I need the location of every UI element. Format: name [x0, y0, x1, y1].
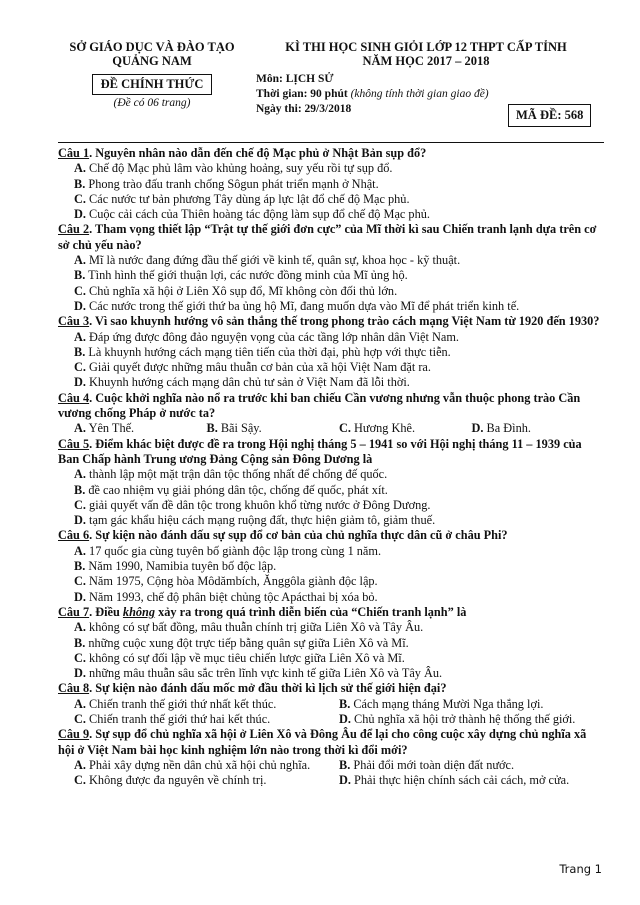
answer-option	[74, 697, 339, 712]
question-text: xảy ra trong quá trình diễn biến của “Chiến tranh lạnh” là	[155, 604, 467, 619]
option-key: D.	[74, 589, 86, 604]
question-stem	[58, 146, 604, 161]
official-badge: ĐỀ CHÍNH THỨC	[92, 74, 213, 95]
option-text: không có sự đối lập về mục tiêu chiến lược giữa Liên Xô và Mĩ.	[89, 650, 405, 665]
option-text: đề cao nhiệm vụ giải phóng dân tộc, chống đế quốc, phát xít.	[88, 482, 388, 497]
option-text: Đáp ứng được đông đảo nguyện vọng của các tầng lớp nhân dân Việt Nam.	[89, 329, 459, 344]
option-text: Hương Khê.	[354, 421, 416, 436]
option-key: C.	[74, 650, 86, 665]
option-text: những cuộc xung đột trực tiếp bằng quân sự giữa Liên Xô và Mĩ.	[88, 635, 409, 650]
question-number: Câu 3	[58, 314, 90, 329]
question	[58, 222, 604, 314]
question	[58, 727, 604, 788]
question-stem	[58, 391, 604, 422]
option-text: Phong trào đấu tranh chống Sôgun phát triển mạnh ở Nhật.	[88, 176, 379, 191]
option-line	[58, 590, 604, 605]
page-count: (Đề có 06 trang)	[113, 97, 191, 109]
option-key: A.	[74, 757, 86, 772]
option-key: C.	[74, 711, 86, 726]
exam-time	[256, 87, 596, 102]
question-number: Câu 1	[58, 146, 90, 160]
option-text: không có sự bất đồng, mâu thuẫn chính trị giữa Liên Xô và Tây Âu.	[89, 620, 424, 635]
option-key: A.	[74, 543, 86, 558]
option-text: Chủ nghĩa xã hội ở Liên Xô sụp đổ, Mĩ không còn đối thủ lớn.	[89, 283, 398, 298]
answer-option	[207, 421, 340, 436]
page-number: Trang 1	[559, 862, 602, 876]
option-text: những mâu thuẫn sâu sắc trên lĩnh vực kinh tế giữa Liên Xô và Tây Âu.	[89, 666, 443, 681]
question	[58, 391, 604, 437]
option-line	[58, 513, 604, 528]
option-text: Mĩ là nước đang đứng đầu thế giới về kinh tế, quân sự, khoa học - kỹ thuật.	[89, 253, 461, 268]
option-text: Chủ nghĩa xã hội trở thành hệ thống thế giới.	[354, 711, 576, 726]
question	[58, 681, 604, 727]
question-number: Câu 7	[58, 604, 90, 619]
option-line	[58, 375, 604, 390]
question-stem	[58, 681, 604, 696]
option-key: C.	[74, 360, 86, 375]
option-text: Là khuynh hướng cách mạng tiên tiến của thời đại, phù hợp với thực tiễn.	[88, 344, 451, 359]
option-key: D.	[74, 375, 86, 390]
option-line	[58, 284, 604, 299]
school-year: NĂM HỌC 2017 – 2018	[362, 54, 490, 68]
question-text: . Sự kiện nào đánh dấu mốc mở đầu thời kì lịch sử thế giới hiện đại?	[89, 681, 447, 696]
option-text: Chế độ Mạc phủ lâm vào khủng hoảng, suy yếu rồi tự sụp đổ.	[89, 161, 393, 176]
option-text: Các nước trong thế giới thứ ba ủng hộ Mĩ, đang muốn dựa vào Mĩ để phát triển kinh tế.	[89, 298, 520, 313]
option-text: 17 quốc gia cùng tuyên bố giành độc lập trong cùng 1 năm.	[89, 543, 382, 558]
option-text: Các nước tư bản phương Tây dùng áp lực lật đổ chế độ Mạc phủ.	[89, 191, 410, 206]
option-key: B.	[74, 559, 86, 574]
option-key: B.	[74, 635, 86, 650]
province-name: QUẢNG NAM	[112, 54, 192, 68]
question-number: Câu 2	[58, 222, 90, 237]
question-number: Câu 5	[58, 436, 90, 451]
option-text: giải quyết vấn đề dân tộc trong khuôn khổ từng nước ở Đông Dương.	[89, 497, 431, 512]
option-text: Cuộc cải cách của Thiên hoàng tác động làm sụp đổ chế độ Mạc phủ.	[89, 207, 430, 222]
question-number: Câu 9	[58, 727, 90, 742]
option-line	[58, 651, 604, 666]
option-key: C.	[74, 773, 86, 788]
question-stem	[58, 528, 604, 543]
option-line	[58, 161, 604, 176]
option-key: A.	[74, 620, 86, 635]
option-text: Chiến tranh thế giới thứ nhất kết thúc.	[89, 696, 277, 711]
answer-option	[339, 697, 604, 712]
option-line	[58, 574, 604, 589]
subject: Môn: LỊCH SỬ	[256, 73, 334, 85]
question-number: Câu 6	[58, 528, 90, 543]
option-key: D.	[74, 298, 86, 313]
option-key: A.	[74, 467, 86, 482]
question-number: Câu 4	[58, 390, 90, 405]
option-line	[58, 268, 604, 283]
question-number: Câu 8	[58, 681, 90, 696]
question-stem	[58, 437, 604, 468]
option-text: Yên Thế.	[88, 421, 135, 436]
option-key: C.	[74, 191, 86, 206]
question	[58, 437, 604, 529]
option-line	[58, 299, 604, 314]
question-stem	[58, 605, 604, 620]
answer-option	[339, 421, 472, 436]
option-line	[58, 544, 604, 559]
option-text: Ba Đình.	[486, 421, 531, 436]
option-line	[58, 467, 604, 482]
option-text: tạm gác khẩu hiệu cách mạng ruộng đất, thực hiện giảm tô, giảm thuế.	[89, 513, 436, 528]
option-line	[58, 498, 604, 513]
question-text: . Điểm khác biệt được đề ra trong Hội nghị tháng 5 – 1941 so với Hội nghị tháng 11 – 1939 của Ban Chấp hành Trung ương Đảng Cộng sản Đông Dương là	[58, 436, 582, 466]
option-row	[58, 773, 604, 788]
answer-option	[74, 712, 339, 727]
option-key: B.	[339, 696, 351, 711]
option-line	[58, 620, 604, 635]
divider	[58, 142, 604, 143]
question	[58, 146, 604, 222]
option-key: C.	[74, 283, 86, 298]
department-name: SỞ GIÁO DỤC VÀ ĐÀO TẠO	[69, 40, 235, 54]
option-line	[58, 345, 604, 360]
question-stem	[58, 727, 604, 758]
option-key: B.	[74, 344, 86, 359]
exam-title: KÌ THI HỌC SINH GIỎI LỚP 12 THPT CẤP TỈNH	[285, 40, 567, 54]
option-text: Phải thực hiện chính sách cải cách, mở cửa.	[354, 773, 570, 788]
option-row	[58, 758, 604, 773]
question	[58, 605, 604, 681]
option-key: C.	[74, 497, 86, 512]
option-line	[58, 559, 604, 574]
option-key: B.	[339, 757, 351, 772]
question-stem	[58, 314, 604, 329]
option-key: D.	[74, 207, 86, 222]
question-text: . Cuộc khởi nghĩa nào nổ ra trước khi ban chiếu Cần vương nhưng vẫn thuộc phong trào Cần vương chống Pháp ở nước ta?	[58, 390, 581, 421]
option-key: D.	[74, 666, 86, 681]
option-line	[58, 207, 604, 222]
answer-option	[472, 421, 605, 436]
answer-option	[339, 773, 604, 788]
answer-option	[74, 421, 207, 436]
option-key: A.	[74, 253, 86, 268]
option-key: A.	[74, 696, 86, 711]
option-text: Giải quyết được những mâu thuẫn cơ bản của xã hội Việt Nam đặt ra.	[89, 360, 431, 375]
option-line	[58, 636, 604, 651]
option-key: D.	[471, 421, 484, 436]
option-line	[58, 483, 604, 498]
option-text: Không được đa nguyên về chính trị.	[89, 773, 267, 788]
option-line	[58, 666, 604, 681]
option-text: Phải đổi mới toàn diện đất nước.	[353, 757, 515, 772]
option-text: Năm 1993, chế độ phân biệt chủng tộc Apácthai bị xóa bỏ.	[89, 589, 378, 604]
question-text: . Vì sao khuynh hướng vô sản thắng thế trong phong trào cách mạng Việt Nam từ 1920 đến 1930?	[89, 314, 600, 329]
option-text: Bãi Sậy.	[220, 421, 262, 436]
option-row	[58, 697, 604, 712]
question	[58, 528, 604, 604]
time-label: Thời gian: 90 phút	[256, 88, 348, 100]
answer-option	[339, 712, 604, 727]
option-text: Phải xây dựng nền dân chủ xã hội chủ nghĩa.	[89, 757, 311, 772]
option-key: A.	[74, 421, 86, 436]
option-row	[58, 421, 604, 436]
option-line	[58, 253, 604, 268]
answer-option	[339, 758, 604, 773]
option-key: D.	[74, 513, 86, 528]
option-key: B.	[206, 421, 218, 436]
option-key: C.	[74, 574, 86, 589]
option-key: B.	[74, 268, 86, 283]
answer-option	[74, 773, 339, 788]
option-text: Năm 1990, Namibia tuyên bố độc lập.	[88, 559, 277, 574]
option-key: A.	[74, 329, 86, 344]
option-key: B.	[74, 176, 86, 191]
question-text: . Sự kiện nào đánh dấu sự sụp đổ cơ bản của chủ nghĩa thực dân cũ ở châu Phi?	[89, 528, 508, 543]
question	[58, 314, 604, 390]
option-line	[58, 330, 604, 345]
option-text: Cách mạng tháng Mười Nga thắng lợi.	[353, 696, 544, 711]
option-key: C.	[339, 421, 351, 436]
time-note: (không tính thời gian giao đề)	[350, 88, 489, 100]
option-line	[58, 360, 604, 375]
option-line	[58, 177, 604, 192]
question-text-pre: . Điều	[89, 604, 123, 619]
option-line	[58, 192, 604, 207]
question-text: . Tham vọng thiết lập “Trật tự thế giới đơn cực” của Mĩ thời kì sau Chiến tranh lạnh dựa trên cơ sở chủ yếu nào?	[58, 222, 597, 252]
option-key: D.	[339, 773, 351, 788]
option-text: Tình hình thế giới thuận lợi, các nước đồng minh của Mĩ ủng hộ.	[88, 268, 408, 283]
exam-code: MÃ ĐỀ: 568	[508, 104, 591, 127]
question-text: . Nguyên nhân nào dẫn đến chế độ Mạc phủ ở Nhật Bản sụp đổ?	[89, 146, 427, 160]
question-stem	[58, 222, 604, 253]
exam-date: Ngày thi: 29/3/2018	[256, 103, 352, 115]
header-left	[52, 40, 252, 109]
question-list	[58, 146, 604, 788]
option-text: thành lập một mặt trận dân tộc thống nhất để chống đế quốc.	[89, 467, 388, 482]
option-key: D.	[339, 711, 351, 726]
answer-option	[74, 758, 339, 773]
option-key: A.	[74, 161, 86, 176]
option-key: B.	[74, 482, 86, 497]
question-text: . Sự sụp đổ chủ nghĩa xã hội ở Liên Xô và Đông Âu để lại cho công cuộc xây dựng chủ nghĩa xã hội ở Việt Nam bài học kinh nghiệm lớn nào trong thời kì đổi mới?	[58, 727, 587, 757]
option-text: Chiến tranh thế giới thứ hai kết thúc.	[89, 711, 271, 726]
question-emphasis: không	[122, 604, 156, 619]
option-row	[58, 712, 604, 727]
option-text: Năm 1975, Cộng hòa Môdămbích, Ănggôla giành độc lập.	[89, 574, 378, 589]
option-text: Khuynh hướng cách mạng dân chủ tư sản ở Việt Nam đã lỗi thời.	[89, 375, 410, 390]
